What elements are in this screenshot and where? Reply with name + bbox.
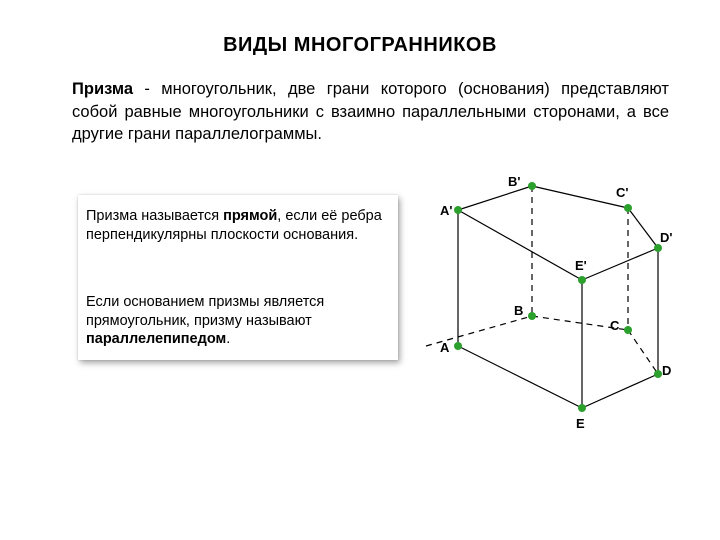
- right-prism-note: [86, 207, 392, 244]
- vertex-b: [528, 312, 536, 320]
- edge-b1c1: [532, 186, 628, 208]
- label-b: B: [514, 303, 524, 318]
- edge-e1a1: [458, 210, 582, 280]
- parallelepiped-note-end: .: [226, 331, 231, 347]
- vertex-e: [578, 404, 586, 412]
- vertices: [454, 182, 662, 412]
- vertex-d1: [654, 244, 662, 252]
- prism-definition: [72, 78, 669, 146]
- label-c: C: [610, 318, 620, 333]
- edge-ae: [458, 346, 582, 408]
- definition-term: Призма: [72, 80, 134, 98]
- label-b1: B': [508, 174, 521, 189]
- definition-text: - многоугольник, две грани которого (основания) представляют собой равные многоугольники с взаимно параллельными сторонами, а все другие грани параллелограммы.: [72, 80, 669, 143]
- prism-svg: [410, 170, 690, 440]
- vertex-c1: [624, 204, 632, 212]
- vertex-a1: [454, 206, 462, 214]
- vertex-d: [654, 370, 662, 378]
- right-prism-term: прямой: [223, 208, 278, 224]
- parallelepiped-note: [86, 293, 392, 349]
- prism-diagram: [410, 170, 690, 440]
- edge-cd-hidden: [628, 330, 658, 374]
- label-d: D: [662, 363, 672, 378]
- vertex-c: [624, 326, 632, 334]
- edge-c1d1: [628, 208, 658, 248]
- right-prism-note-end: , если её ребра перпендикулярны плоскости основания.: [86, 208, 382, 243]
- edge-d1e1: [582, 248, 658, 280]
- edge-a1b1: [458, 186, 532, 210]
- vertex-b1: [528, 182, 536, 190]
- vertex-e1: [578, 276, 586, 284]
- label-a: A: [440, 340, 450, 355]
- label-e1: E': [575, 258, 587, 273]
- parallelepiped-term: параллелепипедом: [86, 331, 227, 347]
- parallelepiped-note-start: Если основанием призмы является прямоугольник, призму называют: [86, 294, 325, 329]
- edge-ed: [582, 374, 658, 408]
- label-d1: D': [660, 230, 673, 245]
- vertex-a: [454, 342, 462, 350]
- right-prism-note-start: Призма называется: [86, 208, 224, 224]
- label-c1: C': [616, 185, 629, 200]
- page-title: ВИДЫ МНОГОГРАННИКОВ: [223, 34, 497, 56]
- label-a1: A': [440, 203, 453, 218]
- notes-box: [78, 195, 398, 360]
- label-e: E: [576, 416, 585, 431]
